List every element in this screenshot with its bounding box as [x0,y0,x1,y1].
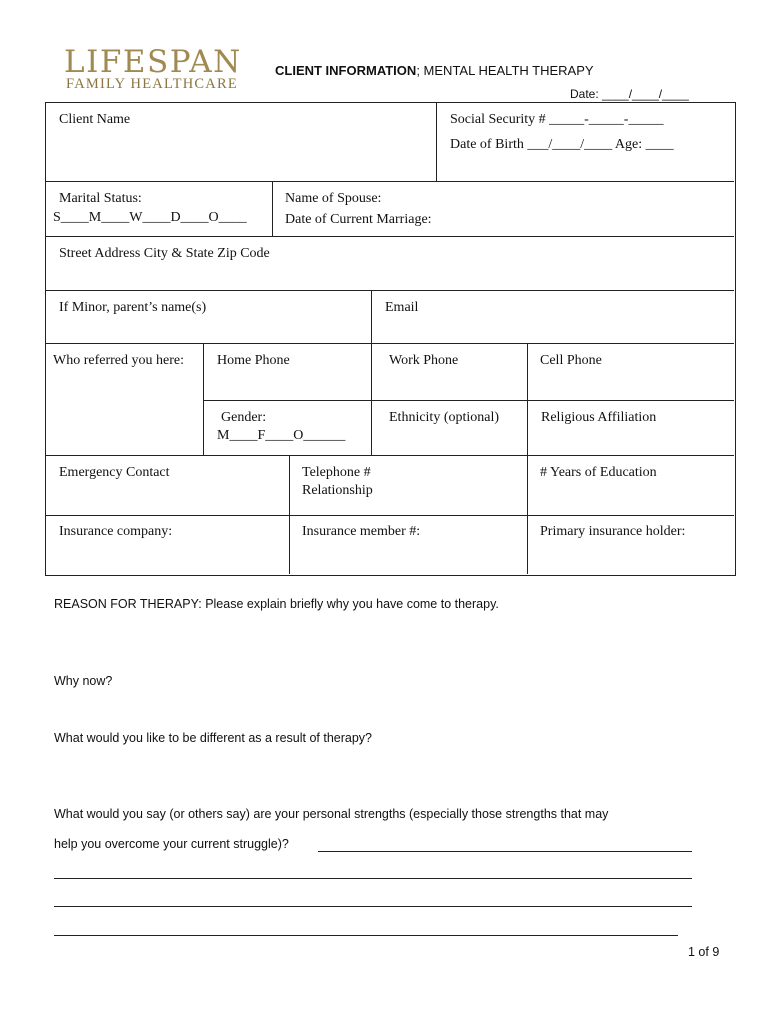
cell-phone-field[interactable]: Cell Phone [540,353,602,368]
home-phone-field[interactable]: Home Phone [217,353,290,368]
work-phone-field[interactable]: Work Phone [389,353,459,368]
relationship-field[interactable]: Relationship [302,483,373,498]
form-title-rest: MENTAL HEALTH THERAPY [419,63,594,78]
client-info-table [45,102,736,576]
gender-label: Gender: [221,410,267,425]
primary-holder-field[interactable]: Primary insurance holder: [540,524,686,539]
form-title [275,63,594,78]
marital-status-label: Marital Status: [59,191,142,206]
strengths-answer-line-3[interactable] [54,906,692,907]
email-field[interactable]: Email [385,300,419,315]
ssn-field[interactable]: Social Security # _____-_____-_____ [450,112,664,127]
minor-parent-field[interactable]: If Minor, parent’s name(s) [59,300,207,315]
marriage-date-field[interactable]: Date of Current Marriage: [285,212,432,227]
strengths-question-line2: help you overcome your current struggle)? [54,837,289,851]
why-now-question: Why now? [54,674,113,688]
marital-status-options[interactable]: S____M____W____D____O____ [53,210,247,225]
strengths-question-line1: What would you say (or others say) are your personal strengths (especially those strengths that may [54,807,609,821]
dob-age-field[interactable]: Date of Birth ___/____/____ Age: ____ [450,137,674,152]
education-years-field[interactable]: # Years of Education [540,465,657,480]
reason-question: REASON FOR THERAPY: Please explain briefly why you have come to therapy. [54,597,499,611]
referred-by-field[interactable]: Who referred you here: [53,353,184,368]
client-name-field[interactable]: Client Name [59,112,131,127]
form-title-bold: CLIENT INFORMATION [275,63,417,78]
religion-field[interactable]: Religious Affiliation [541,410,657,425]
lifespan-logo [64,46,270,92]
date-field[interactable]: Date: ____/____/____ [570,87,689,101]
form-title-sep: ; [416,63,420,78]
strengths-answer-line-2[interactable] [54,878,692,879]
gender-options[interactable]: M____F____O______ [217,428,346,443]
telephone-field[interactable]: Telephone # [302,465,371,480]
strengths-answer-line-4[interactable] [54,935,678,936]
logo-sub-text: FAMILY HEALTHCARE [66,76,238,92]
ethnicity-field[interactable]: Ethnicity (optional) [389,410,500,425]
different-question: What would you like to be different as a result of therapy? [54,731,373,745]
strengths-answer-line-1[interactable] [318,851,692,852]
spouse-name-field[interactable]: Name of Spouse: [285,191,382,206]
logo-main-text: LIFESPAN [64,44,242,80]
address-field[interactable]: Street Address City & State Zip Code [59,246,270,261]
page-number: 1 of 9 [688,945,720,959]
insurance-member-field[interactable]: Insurance member #: [302,524,421,539]
insurance-company-field[interactable]: Insurance company: [59,524,173,539]
emergency-contact-field[interactable]: Emergency Contact [59,465,170,480]
